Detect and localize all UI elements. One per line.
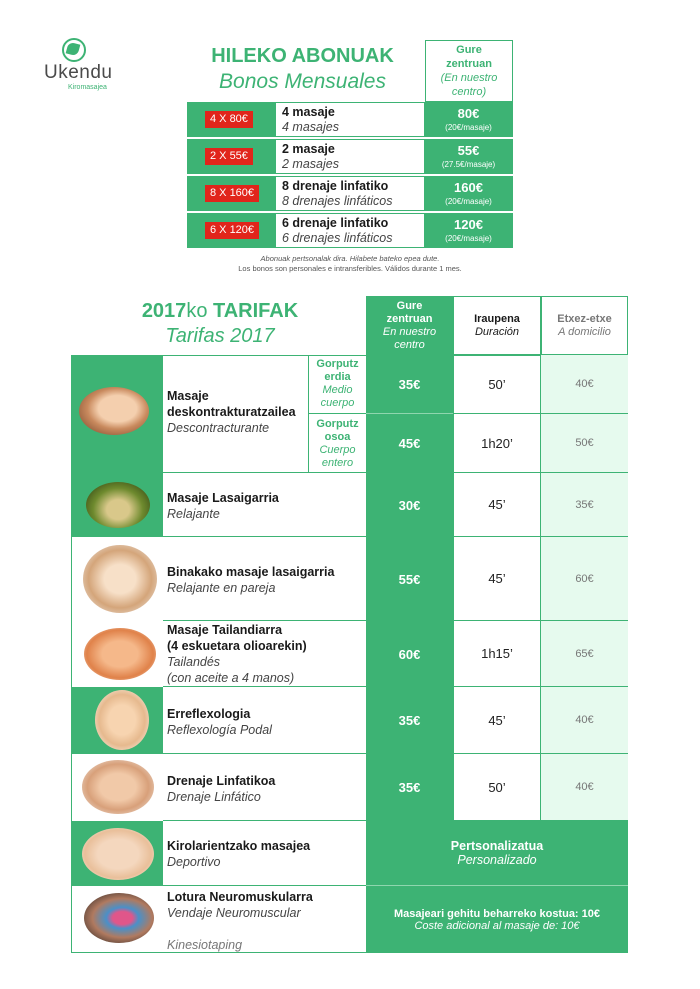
home-cell: 50€: [541, 414, 628, 473]
row-eu: Masaje Lasaigarria: [167, 491, 279, 505]
row-es: Deportivo: [167, 855, 221, 869]
row-desc: [163, 821, 366, 886]
bono-es: 4 masajes: [282, 120, 339, 134]
bono-price: 80€: [457, 105, 480, 121]
row-eu: Lotura Neuromuskularra: [167, 890, 313, 904]
duration-cell: 50’: [453, 754, 541, 821]
bono-es: 2 masajes: [282, 157, 339, 171]
row-eu: Masaje Tailandiarra: [167, 623, 283, 637]
price-cell: 35€: [398, 713, 421, 728]
col-duration-l2: Duración: [474, 325, 520, 338]
row-desc: [163, 754, 366, 821]
bono-price-cell: [424, 176, 513, 211]
col-center-header: [366, 296, 453, 355]
row-desc: [163, 687, 366, 754]
bono-unit: (20€/masaje): [445, 122, 492, 132]
extra-cost-es: Coste adicional al masaje de: 10€: [414, 919, 580, 932]
row-eu: Drenaje Linfatikoa: [167, 774, 276, 788]
extra-cost-cell: [366, 886, 628, 953]
sports-photo: [82, 828, 154, 880]
row-es: Drenaje Linfático: [167, 790, 261, 804]
bono-tag-cell: [187, 176, 276, 211]
logo-icon: [62, 38, 86, 62]
massage-photo: [79, 387, 149, 435]
bono-row: [187, 102, 513, 137]
home-cell: 65€: [541, 621, 628, 687]
row-desc: [163, 886, 366, 953]
row-eu: Erreflexologia: [167, 707, 251, 721]
bono-es: 6 drenajes linfáticos: [282, 231, 393, 245]
bono-desc: [276, 213, 424, 248]
col-center-l1: Gure: [396, 299, 423, 312]
home-cell: 40€: [541, 687, 628, 754]
bono-eu: 6 drenaje linfatiko: [282, 216, 389, 230]
bono-row: [187, 139, 513, 174]
price-cell: 35€: [366, 355, 453, 414]
col-center-l3: En nuestro: [382, 325, 437, 338]
col-home-l1: Etxez-etxe: [557, 312, 612, 325]
bono-eu: 8 drenaje linfatiko: [282, 179, 389, 193]
relax-photo: [86, 482, 150, 528]
bono-tag: 2 X 55€: [205, 148, 253, 165]
duration-cell: 45’: [453, 537, 541, 621]
bono-tag-cell: [187, 213, 276, 248]
title-suffix: ko: [186, 300, 213, 322]
bono-tag-cell: [187, 102, 276, 137]
couple-photo: [83, 545, 157, 613]
tarifak-title: [120, 300, 320, 323]
drainage-photo: [82, 760, 154, 814]
row-es: Tailandés: [167, 655, 221, 669]
bono-eu: 2 masaje: [282, 142, 335, 156]
custom-price-eu: Pertsonalizatua: [450, 839, 544, 853]
bonos-title-block: [190, 45, 415, 94]
home-cell: 60€: [541, 537, 628, 621]
price-cell: 30€: [398, 497, 421, 513]
row-eu-2: (4 eskuetara olioarekin): [167, 639, 307, 653]
full-l3: Cuerpo: [319, 443, 356, 456]
bono-desc: [276, 176, 424, 211]
bono-tag: 8 X 160€: [205, 185, 259, 202]
half-l2: erdia: [324, 371, 351, 383]
bono-es: 8 drenajes linfáticos: [282, 194, 393, 208]
row-desc: [163, 537, 366, 621]
bonos-note: [150, 254, 550, 274]
duration-cell: 45’: [453, 687, 541, 754]
duration-cell: 1h15’: [453, 621, 541, 687]
tarifak-title-block: [120, 300, 320, 348]
bono-unit: (20€/masaje): [445, 196, 492, 206]
col-center-l2: zentruan: [386, 312, 433, 325]
price-cell: 45€: [398, 436, 421, 451]
bonos-header-l3: (En nuestro: [440, 72, 498, 84]
row-es: Relajante: [167, 507, 220, 521]
row-eu: Binakako masaje lasaigarria: [167, 565, 335, 579]
title-year: 2017: [141, 300, 187, 322]
bono-unit: (20€/masaje): [445, 233, 492, 243]
price-cell: 60€: [398, 646, 421, 662]
bono-desc: [276, 102, 424, 137]
bonos-header-l2: zentruan: [446, 58, 492, 70]
bono-eu: 4 masaje: [282, 105, 335, 119]
note-eu: Abonuak pertsonalak dira. Hilabete bateko epea dute.: [260, 254, 440, 263]
col-home-header: [541, 296, 628, 355]
bono-price-cell: [424, 102, 513, 137]
row-es: Relajante en pareja: [167, 581, 276, 595]
duration-cell: 50’: [453, 355, 541, 414]
bono-tag: 6 X 120€: [205, 222, 259, 239]
full-l1: Gorputz: [316, 417, 359, 430]
extra-cost-eu: Masajeari gehitu beharreko kostua: 10€: [393, 907, 601, 920]
logo-name: Ukendu: [44, 62, 113, 83]
bono-desc: [276, 139, 424, 174]
full-body-cell: [308, 414, 366, 473]
bono-price: 120€: [454, 216, 483, 232]
bonos-header-l1: Gure: [456, 44, 482, 56]
duration-cell: 1h20’: [453, 414, 541, 473]
bono-price: 55€: [457, 142, 480, 158]
bonos-title: HILEKO ABONUAK: [211, 45, 394, 67]
bono-price-cell: [424, 213, 513, 248]
logo-subtitle: Kiromasajea: [68, 84, 107, 91]
half-l1: Gorputz: [316, 358, 359, 370]
bono-price: 160€: [454, 179, 483, 195]
half-l3: Medio: [322, 384, 353, 396]
row-desc: [163, 621, 366, 687]
col-duration-l1: Iraupena: [474, 312, 520, 325]
bono-tag-cell: [187, 139, 276, 174]
reflexology-photo: [95, 690, 149, 750]
bono-price-cell: [424, 139, 513, 174]
full-l2: osoa: [324, 430, 351, 443]
note-es: Los bonos son personales e intransferibles. Válidos durante 1 mes.: [238, 264, 462, 273]
row-es: Reflexología Podal: [167, 723, 272, 737]
thai-photo: [84, 628, 156, 680]
price-cell: 35€: [398, 780, 421, 795]
row-es-2: (con aceite a 4 manos): [167, 671, 295, 685]
half-l4: cuerpo: [320, 397, 355, 409]
duration-cell: 45’: [453, 473, 541, 537]
bonos-price-header: [425, 40, 513, 102]
bonos-header-l4: centro): [451, 86, 487, 98]
home-cell: 40€: [541, 355, 628, 414]
col-home-l2: A domicilio: [558, 325, 611, 338]
bono-unit: (27.5€/masaje): [441, 159, 496, 169]
bono-row: [187, 176, 513, 211]
row-es-2: Kinesiotaping: [167, 938, 243, 952]
home-cell: 35€: [541, 473, 628, 537]
full-l4: entero: [321, 456, 354, 469]
row-es: Vendaje Neuromuscular: [167, 906, 301, 920]
row-eu: Kirolarientzako masajea: [167, 839, 311, 853]
home-cell: 40€: [541, 754, 628, 821]
col-duration-header: [453, 296, 541, 355]
row-es: Descontracturante: [167, 421, 270, 435]
half-body-cell: [308, 355, 366, 414]
bonos-subtitle: Bonos Mensuales: [219, 70, 386, 93]
custom-price-cell: [366, 821, 628, 886]
tarifak-subtitle: Tarifas 2017: [165, 325, 275, 347]
row-desc: [163, 473, 366, 537]
bono-row: [187, 213, 513, 248]
custom-price-es: Personalizado: [457, 853, 537, 867]
row-eu: Masaje deskontrakturatzailea: [167, 389, 296, 419]
price-cell: 55€: [398, 571, 421, 587]
bono-tag: 4 X 80€: [205, 111, 253, 128]
kinesio-photo: [84, 893, 154, 943]
title-word: TARIFAK: [213, 300, 299, 322]
col-center-l4: centro: [394, 338, 425, 351]
